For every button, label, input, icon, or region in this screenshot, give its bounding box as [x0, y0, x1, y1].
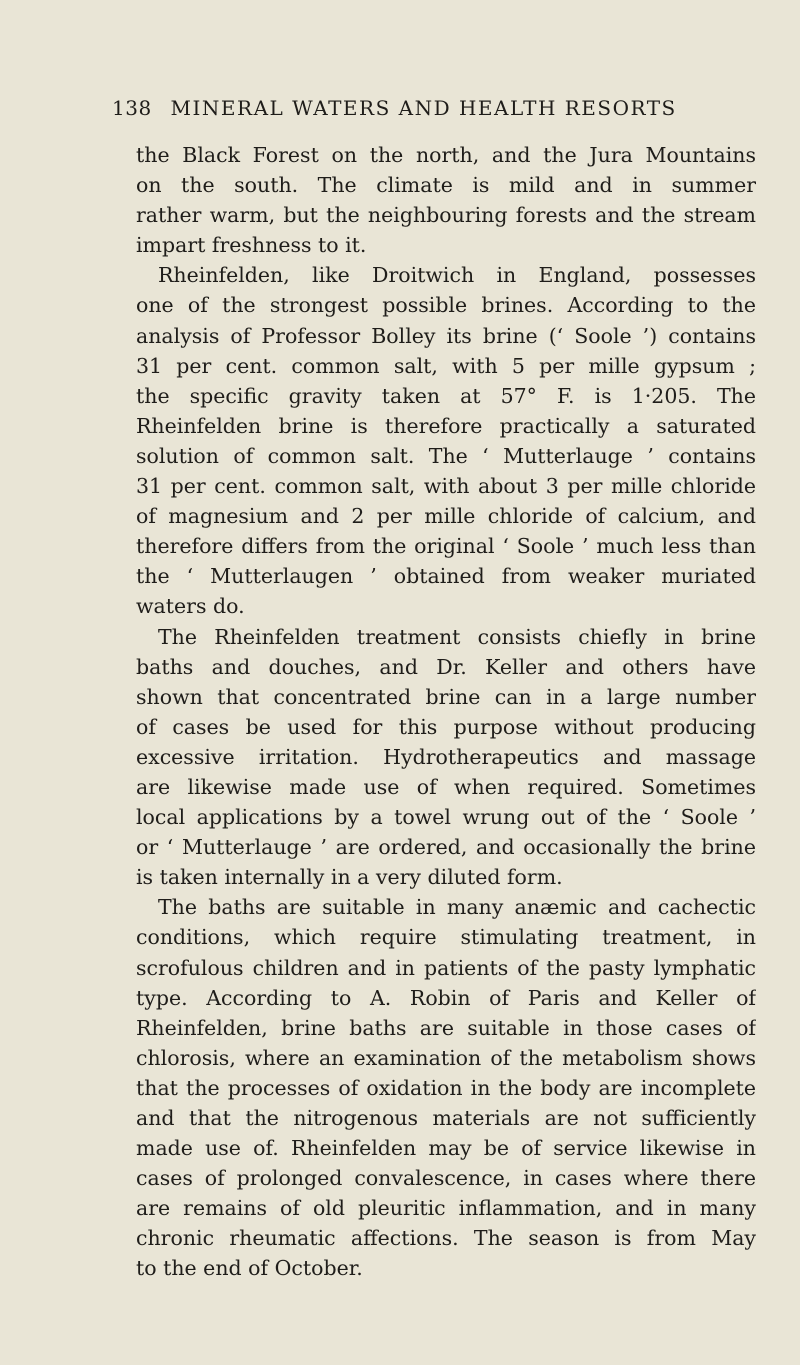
text-line: analysis of Professor Bolley its brine (‘ Soole ’) contains: [136, 323, 756, 348]
text-line: rather warm, but the neighbouring forests and the stream: [136, 203, 756, 228]
text-line: therefore differs from the original ‘ Soole ’ much less than: [136, 534, 756, 559]
text-line: to the end of October.: [136, 1256, 363, 1281]
text-line: chronic rheumatic affections. The season is from May: [136, 1226, 756, 1251]
text-line: The baths are suitable in many anæmic and cachectic: [158, 895, 756, 920]
text-line: conditions, which require stimulating treatment, in: [136, 925, 756, 950]
text-line: are likewise made use of when required. Sometimes: [136, 774, 756, 799]
text-line: that the processes of oxidation in the body are incomplete: [136, 1075, 756, 1100]
text-line: 31 per cent. common salt, with about 3 per mille chloride: [136, 474, 756, 499]
running-head: [112, 96, 752, 126]
text-line: chlorosis, where an examination of the metabolism shows: [136, 1045, 756, 1070]
text-line: Rheinfelden, like Droitwich in England, possesses: [158, 263, 756, 288]
text-line: 31 per cent. common salt, with 5 per mille gypsum ;: [136, 353, 756, 378]
text-line: the Black Forest on the north, and the Jura Mountains: [136, 143, 756, 167]
text-line: are remains of old pleuritic inflammation, and in many: [136, 1196, 756, 1221]
text-line: Rheinfelden brine is therefore practically a saturated: [136, 413, 756, 438]
text-line: solution of common salt. The ‘ Mutterlauge ’ contains: [136, 443, 756, 468]
text-line: or ‘ Mutterlauge ’ are ordered, and occasionally the brine: [136, 835, 756, 860]
text-line: baths and douches, and Dr. Keller and others have: [136, 654, 756, 679]
text-line: the ‘ Mutterlaugen ’ obtained from weaker muriated: [136, 564, 756, 589]
text-line: impart freshness to it.: [136, 233, 367, 258]
text-line: scrofulous children and in patients of the pasty lymphatic: [136, 955, 756, 980]
text-line: of magnesium and 2 per mille chloride of calcium, and: [136, 504, 756, 529]
text-line: Rheinfelden, brine baths are suitable in those cases of: [136, 1015, 756, 1040]
body-text: [136, 140, 756, 1284]
text-line: the specific gravity taken at 57° F. is 1·205. The: [136, 383, 756, 408]
text-line: type. According to A. Robin of Paris and Keller of: [136, 985, 756, 1010]
text-line: The Rheinfelden treatment consists chiefly in brine: [158, 624, 756, 649]
page-number: 138: [112, 96, 152, 120]
text-line: cases of prolonged convalescence, in cases where there: [136, 1166, 756, 1191]
text-line: of cases be used for this purpose without producing: [136, 714, 756, 739]
text-line: made use of. Rheinfelden may be of service likewise in: [136, 1136, 756, 1161]
text-line: waters do.: [136, 594, 245, 619]
text-line: is taken internally in a very diluted form.: [136, 865, 563, 890]
text-line: shown that concentrated brine can in a large number: [136, 684, 756, 709]
text-line: one of the strongest possible brines. According to the: [136, 293, 756, 318]
text-line: excessive irritation. Hydrotherapeutics and massage: [136, 744, 756, 769]
running-title: MINERAL WATERS AND HEALTH RESORTS: [170, 96, 677, 120]
text-line: and that the nitrogenous materials are not sufficiently: [136, 1106, 756, 1130]
text-line: local applications by a towel wrung out of the ‘ Soole ’: [136, 805, 756, 830]
text-line: on the south. The climate is mild and in summer: [136, 173, 756, 198]
